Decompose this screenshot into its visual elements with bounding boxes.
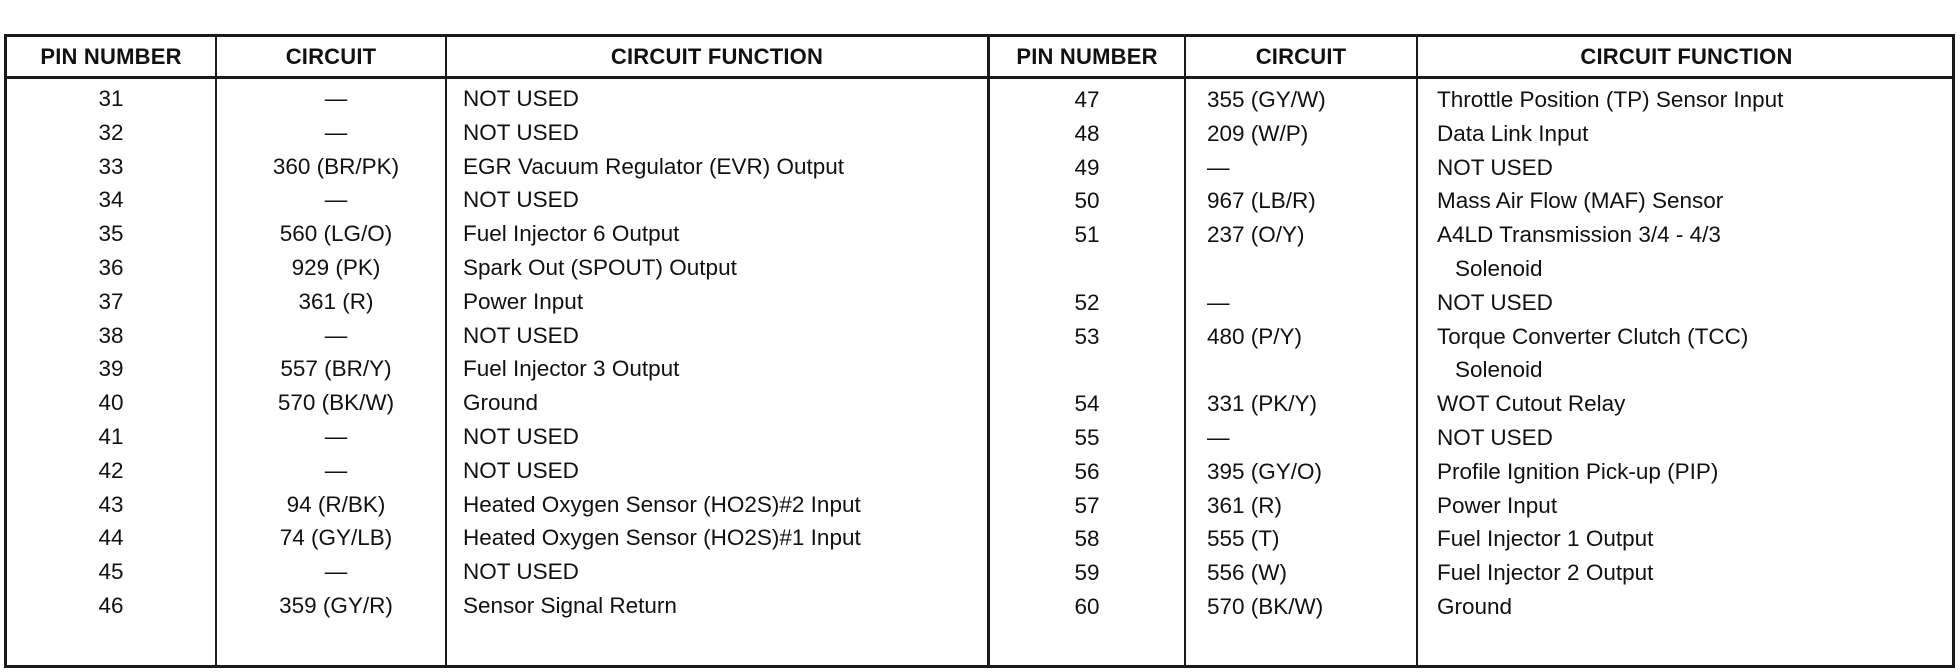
left-circuit-function: NOT USED	[463, 559, 579, 585]
left-circuit-function: Heated Oxygen Sensor (HO2S)#2 Input	[463, 491, 861, 517]
left-circuit-code: 929 (PK)	[291, 255, 381, 280]
right-pin-number: 51	[1074, 222, 1100, 248]
right-pin-number: 53	[1074, 323, 1100, 349]
left-pin-number: 36	[98, 255, 124, 280]
right-circuit-function: Fuel Injector 1 Output	[1437, 526, 1654, 552]
left-circuit-function: NOT USED	[463, 187, 579, 213]
column-divider	[1184, 37, 1186, 665]
right-pin-number: 54	[1074, 391, 1100, 417]
right-pin-number: 59	[1074, 560, 1100, 586]
right-circuit-function: NOT USED	[1437, 425, 1553, 450]
right-circuit-code	[1207, 353, 1407, 387]
left-circuit-function: NOT USED	[463, 86, 579, 111]
right-circuit-function: NOT USED	[1437, 154, 1553, 180]
left-pin-number: 31	[98, 86, 124, 111]
left-circuit-function: Fuel Injector 6 Output	[463, 221, 680, 247]
header-circuit-left: CIRCUIT	[285, 44, 377, 69]
right-circuit-code: 395 (GY/O)	[1207, 458, 1323, 484]
right-circuit-function: Throttle Position (TP) Sensor Input	[1437, 87, 1784, 112]
left-circuit-code: —	[324, 187, 348, 213]
header-divider	[7, 76, 1952, 79]
right-circuit-function: Profile Ignition Pick-up (PIP)	[1437, 458, 1719, 484]
left-circuit-function: Ground	[463, 390, 539, 416]
left-circuit-code: —	[324, 322, 348, 348]
right-circuit-function: Mass Air Flow (MAF) Sensor	[1437, 188, 1724, 214]
right-pin-number	[990, 252, 1184, 286]
right-circuit-code: 480 (P/Y)	[1207, 323, 1303, 349]
left-pin-number: 41	[98, 424, 124, 449]
left-circuit-code: 557 (BR/Y)	[280, 356, 392, 382]
right-circuit-function: Data Link Input	[1437, 120, 1589, 146]
left-pin-number: 38	[98, 322, 124, 348]
right-circuit-function: WOT Cutout Relay	[1437, 391, 1626, 417]
right-circuit-function: Solenoid	[1455, 256, 1543, 281]
left-circuit-code: 94 (R/BK)	[286, 491, 386, 517]
right-pin-number: 52	[1074, 289, 1100, 315]
right-pin-number: 47	[1074, 87, 1100, 112]
column-divider	[215, 37, 217, 665]
left-pin-number: 33	[98, 153, 124, 179]
left-circuit-code: 361 (R)	[298, 288, 374, 314]
left-pin-number: 43	[98, 491, 124, 517]
right-circuit-code: 355 (GY/W)	[1207, 87, 1326, 112]
left-circuit-function: EGR Vacuum Regulator (EVR) Output	[463, 153, 844, 179]
left-circuit-code: —	[324, 457, 348, 483]
right-circuit-code: —	[1207, 425, 1230, 450]
left-pin-number: 42	[98, 457, 124, 483]
right-circuit-code: 556 (W)	[1207, 560, 1288, 586]
left-circuit-code: 560 (LG/O)	[279, 221, 393, 247]
left-pin-number: 45	[98, 559, 124, 585]
left-pin-number: 37	[98, 288, 124, 314]
header-pin-number-right: PIN NUMBER	[1016, 44, 1158, 69]
left-circuit-function: NOT USED	[463, 322, 579, 348]
right-circuit-code: —	[1207, 289, 1230, 315]
left-circuit-code: 74 (GY/LB)	[279, 525, 393, 551]
right-circuit-code	[1207, 252, 1407, 286]
left-circuit-code: —	[324, 424, 348, 449]
pin-table	[4, 34, 1955, 668]
right-circuit-function: Power Input	[1437, 492, 1558, 518]
left-pin-number: 40	[98, 390, 124, 416]
left-circuit-function: Heated Oxygen Sensor (HO2S)#1 Input	[463, 525, 861, 551]
right-pin-number: 55	[1074, 425, 1100, 450]
left-circuit-code: —	[324, 119, 348, 145]
left-circuit-code: —	[324, 559, 348, 585]
right-circuit-function: NOT USED	[1437, 289, 1553, 315]
right-circuit-function: Solenoid	[1455, 357, 1543, 383]
right-circuit-code: 570 (BK/W)	[1207, 594, 1324, 619]
right-circuit-code: 361 (R)	[1207, 492, 1283, 518]
right-pin-number: 49	[1074, 154, 1100, 180]
right-pin-number: 58	[1074, 526, 1100, 552]
right-pin-number: 48	[1074, 120, 1100, 146]
header-circuit-function-right: CIRCUIT FUNCTION	[1580, 44, 1793, 69]
right-pin-number: 50	[1074, 188, 1100, 214]
left-pin-number: 46	[98, 593, 124, 618]
right-circuit-code: 555 (T)	[1207, 526, 1280, 552]
right-circuit-function: Ground	[1437, 594, 1513, 619]
right-circuit-code: 967 (LB/R)	[1207, 188, 1316, 214]
left-circuit-function: Fuel Injector 3 Output	[463, 356, 680, 382]
right-circuit-code: 331 (PK/Y)	[1207, 391, 1318, 417]
header-pin-number-left: PIN NUMBER	[40, 44, 182, 69]
left-pin-number: 35	[98, 221, 124, 247]
right-circuit-function: A4LD Transmission 3/4 - 4/3	[1437, 222, 1721, 248]
left-pin-number: 39	[98, 356, 124, 382]
right-circuit-function: Fuel Injector 2 Output	[1437, 560, 1654, 586]
header-circuit-function-left: CIRCUIT FUNCTION	[610, 44, 824, 69]
right-circuit-code: —	[1207, 154, 1230, 180]
right-circuit-code: 209 (W/P)	[1207, 120, 1309, 146]
left-pin-number: 34	[98, 187, 124, 213]
left-circuit-function: Sensor Signal Return	[463, 593, 677, 618]
left-circuit-function: Power Input	[463, 288, 584, 314]
left-circuit-function: NOT USED	[463, 424, 579, 449]
right-pin-number	[990, 353, 1184, 387]
right-pin-number: 56	[1074, 458, 1100, 484]
left-pin-number: 32	[98, 119, 124, 145]
header-circuit-right: CIRCUIT	[1255, 44, 1347, 69]
left-circuit-code: —	[324, 86, 348, 111]
left-circuit-function: NOT USED	[463, 457, 579, 483]
left-circuit-function: NOT USED	[463, 119, 579, 145]
left-circuit-code: 360 (BR/PK)	[272, 153, 400, 179]
right-pin-number: 60	[1074, 594, 1100, 619]
left-circuit-code: 570 (BK/W)	[277, 390, 395, 416]
left-pin-number: 44	[98, 525, 124, 551]
left-circuit-code: 359 (GY/R)	[279, 593, 393, 618]
right-circuit-function: Torque Converter Clutch (TCC)	[1437, 323, 1749, 349]
column-divider	[1416, 37, 1418, 665]
right-pin-number: 57	[1074, 492, 1100, 518]
right-circuit-code: 237 (O/Y)	[1207, 222, 1305, 248]
left-circuit-function: Spark Out (SPOUT) Output	[463, 255, 737, 280]
